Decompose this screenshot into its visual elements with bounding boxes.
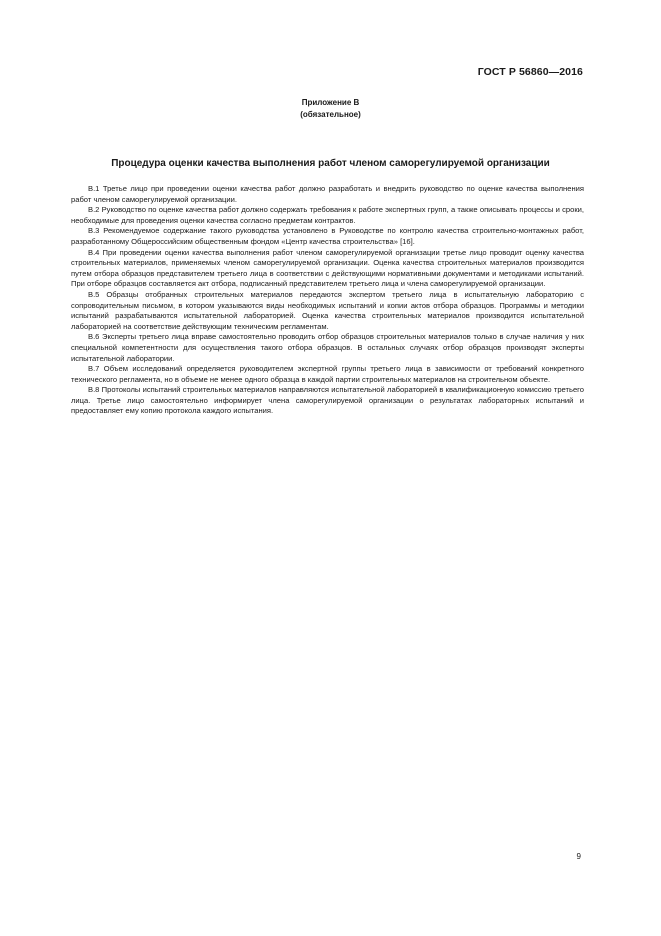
paragraph-b7: В.7 Объем исследований определяется руководителем экспертной группы третьего лица в зависимости от требований конкретного технического регламента, но в объеме не менее одного образца в каждой партии строительных материалов на строительном объекте.: [71, 364, 584, 384]
document-code: ГОСТ Р 56860—2016: [477, 66, 583, 78]
appendix-subtitle: (обязательное): [300, 110, 361, 119]
appendix-title: Приложение В: [301, 98, 360, 107]
body-text: [71, 184, 584, 417]
paragraph-b5: В.5 Образцы отобранных строительных материалов передаются экспертом третьего лица в испытательную лабораторию с сопроводительным письмом, в котором указываются виды необходимых испытаний и копии актов отбора образцов. Программы и методики испытаний разрабатываются испытательной лабораторией. Оценка качества строительных материалов производится испытательной лабораторией на соответствие действующим техническим регламентам.: [71, 289, 584, 331]
paragraph-b8: В.8 Протоколы испытаний строительных материалов направляются испытательной лабораторией в квалификационную комиссию третьего лица. Третье лицо самостоятельно информирует члена саморегулируемой организации о результатах лабораторных испытаний и предоставляет ему копию протокола каждого испытания.: [71, 385, 584, 416]
appendix-heading: [0, 97, 661, 121]
section-title: Процедура оценки качества выполнения работ членом саморегулируемой организации: [111, 158, 550, 169]
page-number: 9: [576, 852, 581, 861]
paragraph-b4: В.4 При проведении оценки качества выполнения работ членом саморегулируемой организации третье лицо проводит оценку качества строительных материалов, применяемых членом саморегулируемой организации. Оценка качества строительных материалов производится путем отбора образцов представителем третьего лица в соответствии с действующими нормативными документами и методиками испытаний. При отборе образцов составляется акт отбора, подписанный представителем третьего лица и члена саморегулируемой организации.: [71, 247, 584, 289]
paragraph-b3: В.3 Рекомендуемое содержание такого руководства установлено в Руководстве по контролю качества строительно-монтажных работ, разработанному Общероссийским общественным фондом «Центр качества строительства» [16].: [71, 226, 584, 246]
paragraph-b1: В.1 Третье лицо при проведении оценки качества работ должно разработать и внедрить руководство по оценке качества выполнения работ членом саморегулируемой организации.: [71, 184, 584, 204]
paragraph-b2: В.2 Руководство по оценке качества работ должно содержать требования к работе экспертных групп, а также описывать процессы и сроки, необходимые для проведения оценки качества согласно предметам контрактов.: [71, 205, 584, 225]
paragraph-b6: В.6 Эксперты третьего лица вправе самостоятельно проводить отбор образцов строительных материалов только в случае наличия у них специальной компетентности для осуществления такого отбора образцов. В остальных случаях отбор образцов производят эксперты испытательной лаборатории.: [71, 332, 584, 363]
